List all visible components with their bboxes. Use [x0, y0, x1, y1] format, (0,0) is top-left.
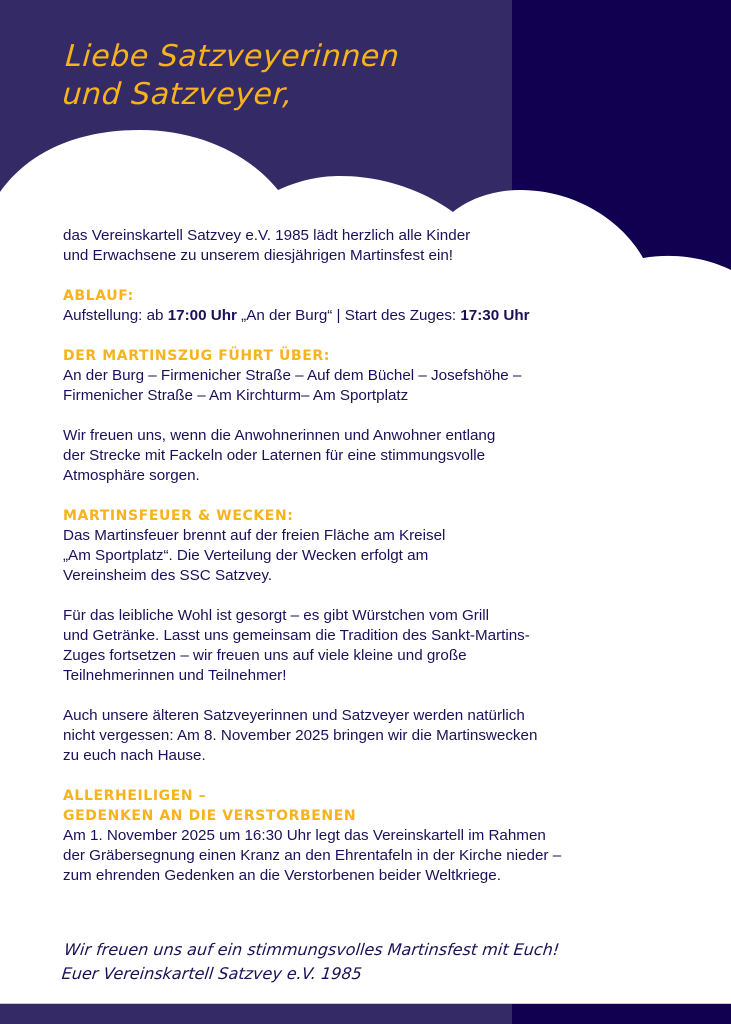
- allerheiligen-title-line: GEDENKEN AN DIE VERSTORBENEN: [63, 808, 357, 824]
- elderly-line: nicht vergessen: Am 8. November 2025 bringen wir die Martinswecken: [63, 727, 538, 744]
- fire-line: Das Martinsfeuer brennt auf der freien Fläche am Kreisel: [63, 527, 446, 544]
- ablauf-paragraph: [63, 306, 663, 326]
- residents-line: der Strecke mit Fackeln oder Laternen für eine stimmungsvolle: [63, 447, 486, 464]
- section-title-route: DER MARTINSZUG FÜHRT ÜBER:: [63, 348, 331, 364]
- headline: [61, 38, 400, 114]
- ablauf-assembly-time: 17:00 Uhr: [167, 307, 237, 324]
- route-paragraph: [63, 366, 663, 406]
- food-line: Zuges fortsetzen – wir freuen uns auf viele kleine und große: [63, 647, 467, 664]
- allerheiligen-line: der Gräbersegnung einen Kranz an den Ehrentafeln in der Kirche nieder –: [63, 847, 562, 864]
- section-title-allerheiligen: [63, 786, 663, 826]
- route-line: An der Burg – Firmenicher Straße – Auf dem Büchel – Josefshöhe –: [63, 367, 522, 384]
- allerheiligen-title-line: ALLERHEILIGEN –: [63, 788, 207, 804]
- allerheiligen-paragraph: [63, 826, 663, 886]
- ablauf-start-time: 17:30 Uhr: [460, 307, 530, 324]
- food-line: Teilnehmerinnen und Teilnehmer!: [63, 667, 287, 684]
- elderly-paragraph: [63, 706, 663, 766]
- section-title-fire: MARTINSFEUER & WECKEN:: [63, 508, 294, 524]
- elderly-line: zu euch nach Hause.: [63, 747, 206, 764]
- fire-line: „Am Sportplatz“. Die Verteilung der Wecken erfolgt am: [63, 547, 429, 564]
- ablauf-text: Aufstellung: ab: [63, 307, 168, 324]
- food-line: und Getränke. Lasst uns gemeinsam die Tradition des Sankt-Martins-: [63, 627, 530, 644]
- elderly-line: Auch unsere älteren Satzveyerinnen und Satzveyer werden natürlich: [63, 707, 525, 724]
- food-paragraph: [63, 606, 663, 686]
- signoff: [60, 938, 560, 986]
- signoff-line-1: Wir freuen uns auf ein stimmungsvolles Martinsfest mit Euch!: [63, 940, 561, 959]
- residents-line: Wir freuen uns, wenn die Anwohnerinnen und Anwohner entlang: [63, 427, 496, 444]
- footer-bar-left: [0, 1004, 512, 1024]
- ablauf-text: „An der Burg“ | Start des Zuges:: [236, 307, 461, 324]
- allerheiligen-line: Am 1. November 2025 um 16:30 Uhr legt das Vereinskartell im Rahmen: [63, 827, 546, 844]
- residents-paragraph: [63, 426, 663, 486]
- signoff-line-2: Euer Vereinskartell Satzvey e.V. 1985: [60, 964, 363, 983]
- fire-paragraph: [63, 526, 663, 586]
- letter-body: [63, 226, 663, 886]
- fire-line: Vereinsheim des SSC Satzvey.: [63, 567, 273, 584]
- route-line: Firmenicher Straße – Am Kirchturm– Am Sportplatz: [63, 387, 409, 404]
- footer-bar-right: [512, 1004, 731, 1024]
- intro-line: das Vereinskartell Satzvey e.V. 1985 lädt herzlich alle Kinder: [63, 227, 471, 244]
- allerheiligen-line: zum ehrenden Gedenken an die Verstorbenen beider Weltkriege.: [63, 867, 501, 884]
- food-line: Für das leibliche Wohl ist gesorgt – es gibt Würstchen vom Grill: [63, 607, 489, 624]
- intro-paragraph: [63, 226, 663, 266]
- headline-line-2: und Satzveyer,: [61, 77, 295, 112]
- residents-line: Atmosphäre sorgen.: [63, 467, 200, 484]
- headline-line-1: Liebe Satzveyerinnen: [64, 39, 401, 74]
- section-title-ablauf: ABLAUF:: [63, 288, 134, 304]
- intro-line: und Erwachsene zu unserem diesjährigen Martinsfest ein!: [63, 247, 454, 264]
